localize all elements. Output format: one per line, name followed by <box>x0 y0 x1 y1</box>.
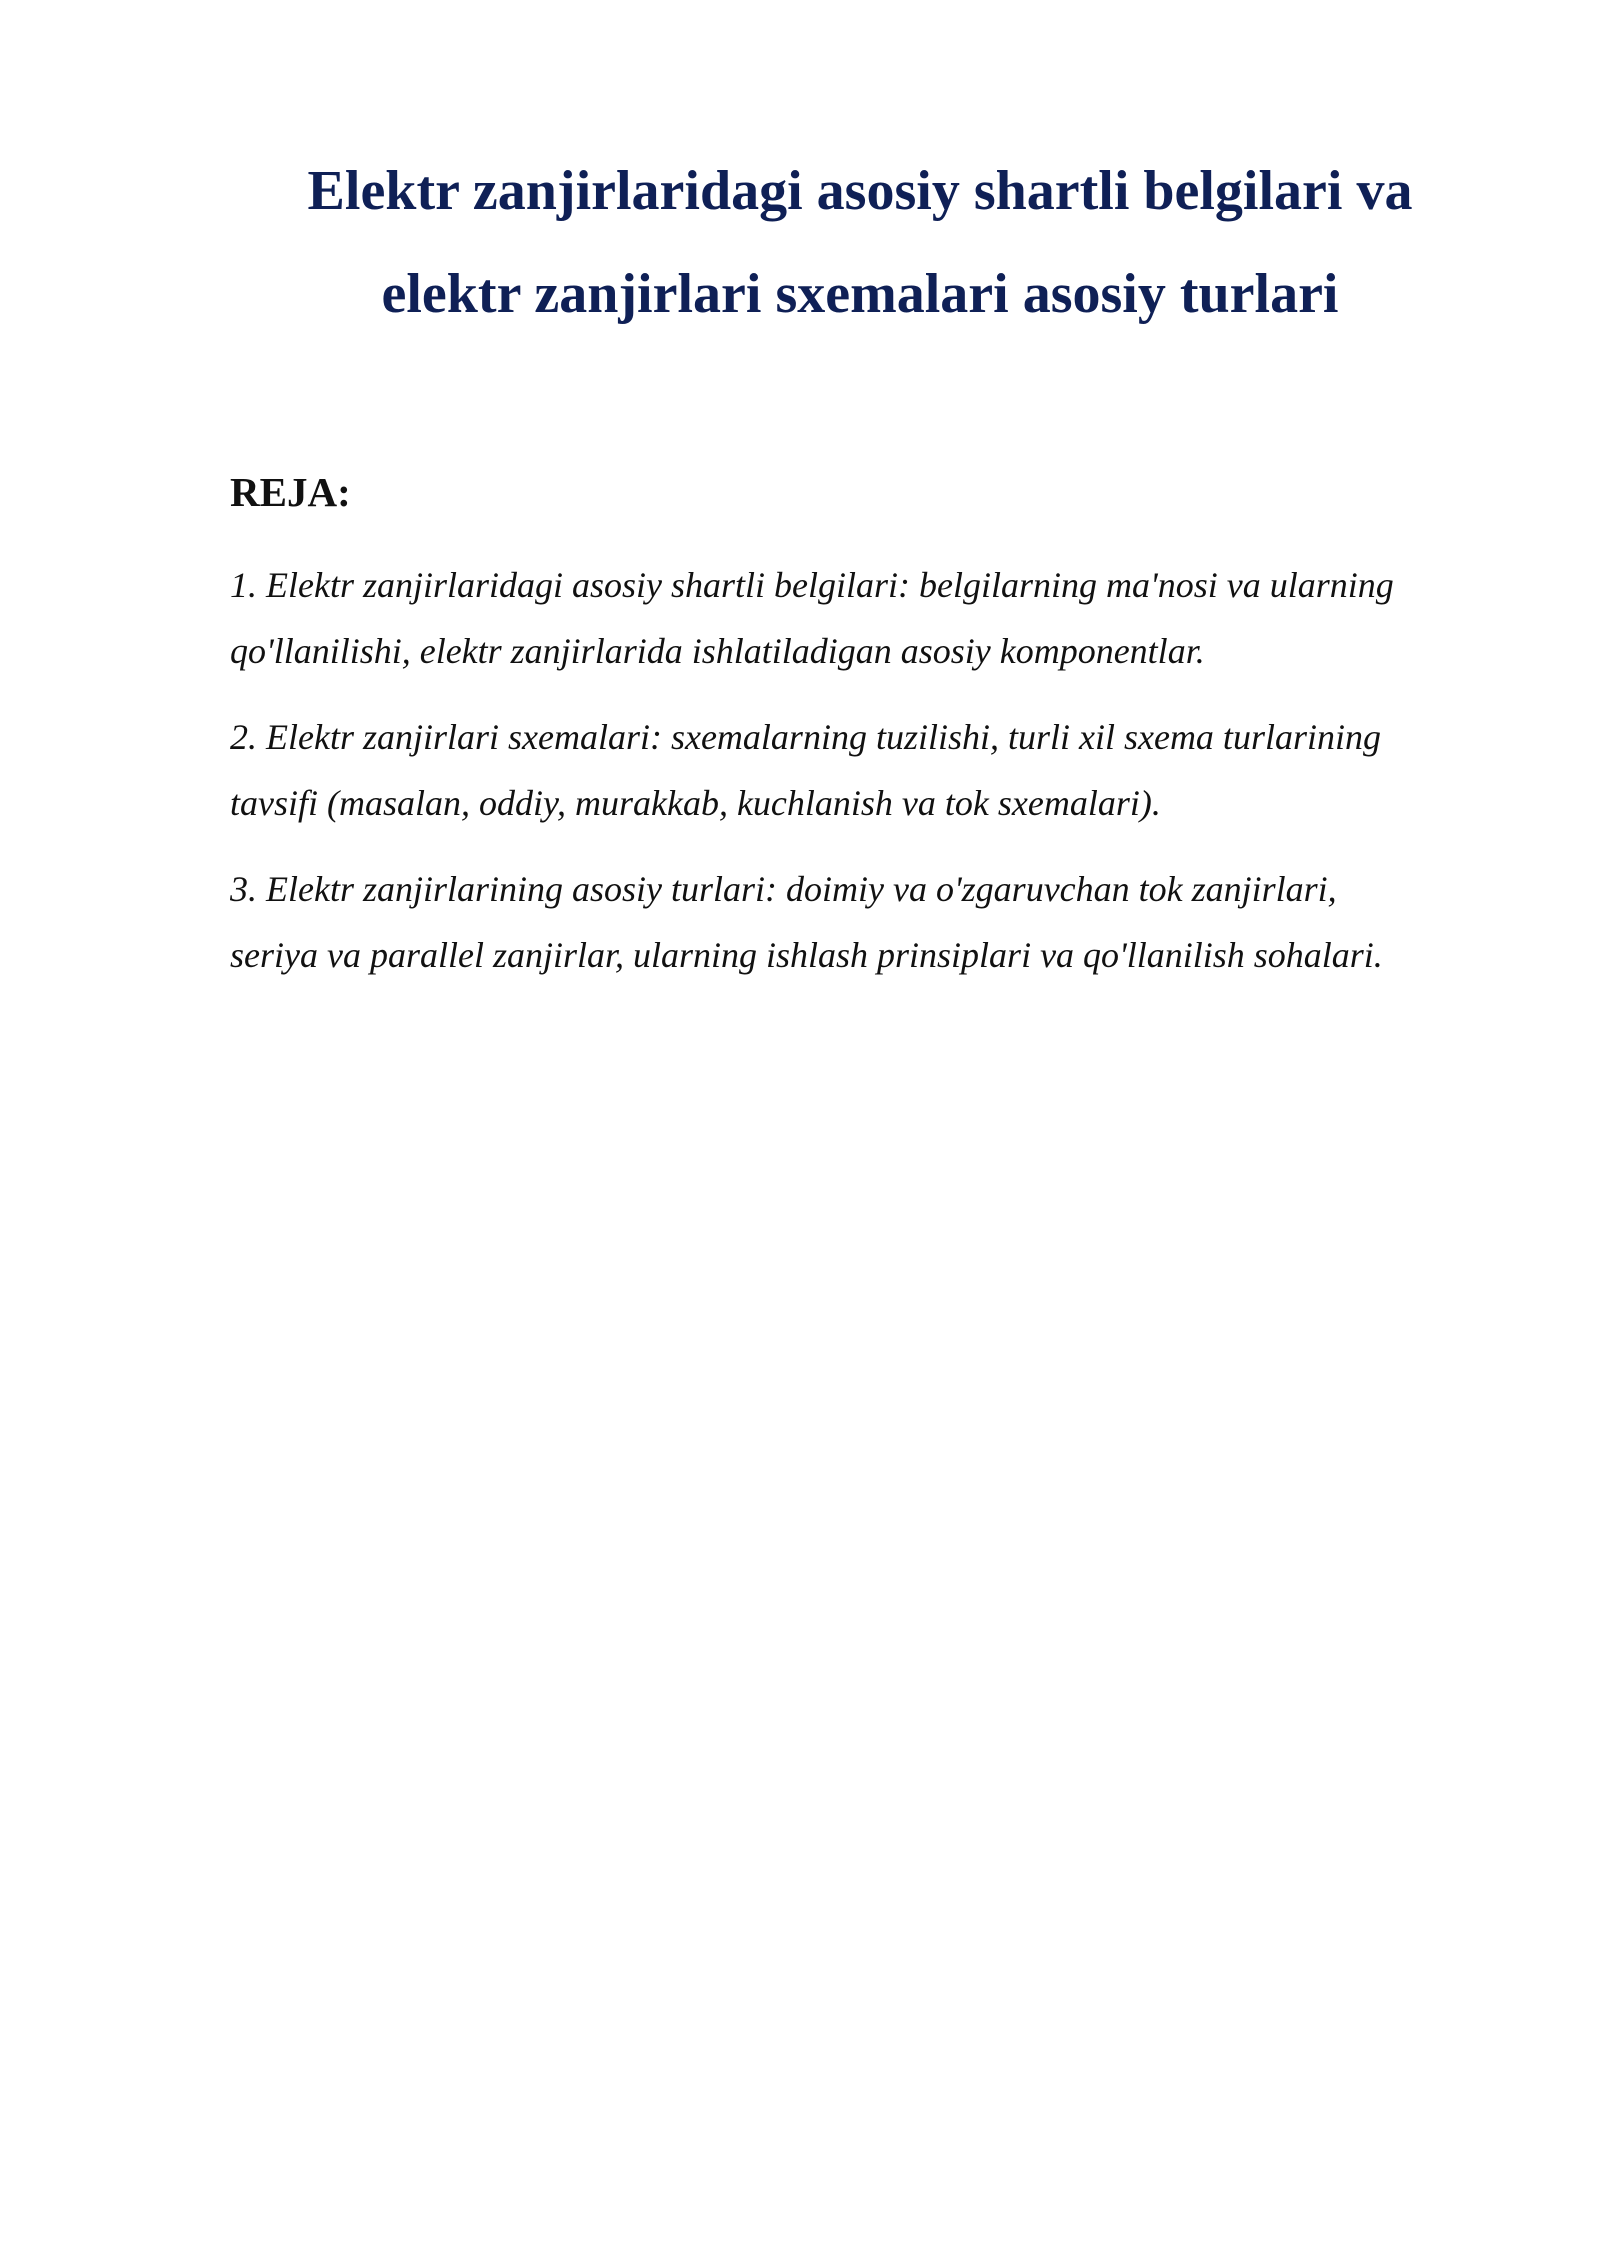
plan-item-3-line-2: seriya va parallel zanjirlar, ularning ishlash prinsiplari va qo'llanilish sohalari. <box>230 935 1383 975</box>
plan-item-3-line-1: 3. Elektr zanjirlarining asosiy turlari: doimiy va o'zgaruvchan tok zanjirlari, <box>230 869 1337 909</box>
document-title <box>230 140 1490 346</box>
document-title-line-1: Elektr zanjirlaridagi asosiy shartli belgilari va <box>307 160 1413 222</box>
plan-item-2 <box>230 704 1500 836</box>
plan-heading: REJA: <box>230 469 351 515</box>
plan-item-2-line-1: 2. Elektr zanjirlari sxemalari: sxemalarning tuzilishi, turli xil sxema turlarining <box>230 717 1381 757</box>
plan-item-3 <box>230 856 1500 988</box>
plan-item-1 <box>230 552 1500 684</box>
plan-list <box>230 552 1500 1008</box>
plan-item-2-line-2: tavsifi (masalan, oddiy, murakkab, kuchlanish va tok sxemalari). <box>230 783 1161 823</box>
plan-item-1-line-1: 1. Elektr zanjirlaridagi asosiy shartli belgilari: belgilarning ma'nosi va ularning <box>230 565 1394 605</box>
document-title-line-2: elektr zanjirlari sxemalari asosiy turlari <box>381 263 1339 325</box>
plan-item-1-line-2: qo'llanilishi, elektr zanjirlarida ishlatiladigan asosiy komponentlar. <box>230 631 1205 671</box>
